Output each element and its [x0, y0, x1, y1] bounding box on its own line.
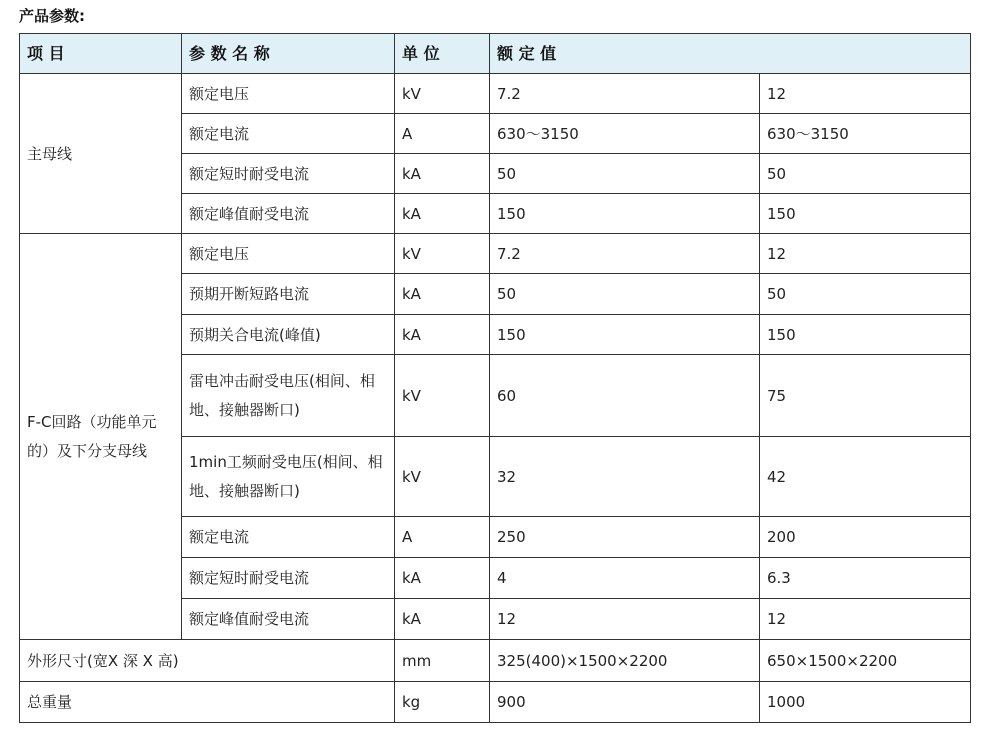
header-item: 项 目	[20, 34, 182, 74]
param-name: 1min工频耐受电压(相间、相地、接触器断口)	[182, 437, 395, 517]
param-name: 额定电流	[182, 114, 395, 154]
value-cell-1: 4	[490, 558, 760, 599]
unit-cell: kA	[395, 194, 490, 234]
value-cell-1: 630～3150	[490, 114, 760, 154]
value-cell-2: 50	[760, 274, 971, 315]
value-cell-2: 6.3	[760, 558, 971, 599]
param-name: 额定短时耐受电流	[182, 558, 395, 599]
table-header-row	[20, 34, 971, 74]
value-cell-2: 630～3150	[760, 114, 971, 154]
value-cell-2: 50	[760, 154, 971, 194]
unit-cell: kg	[395, 682, 490, 723]
unit-cell: A	[395, 114, 490, 154]
value-cell-2: 12	[760, 234, 971, 274]
total-weight-label: 总重量	[20, 682, 395, 723]
unit-cell: kV	[395, 74, 490, 114]
value-cell-1: 150	[490, 315, 760, 355]
unit-cell: kV	[395, 355, 490, 437]
value-cell-1: 50	[490, 274, 760, 315]
param-name: 额定电压	[182, 74, 395, 114]
param-name: 雷电冲击耐受电压(相间、相地、接触器断口)	[182, 355, 395, 437]
unit-cell: kV	[395, 234, 490, 274]
value-cell-1: 900	[490, 682, 760, 723]
product-params-table	[19, 33, 971, 723]
header-unit: 单 位	[395, 34, 490, 74]
value-cell-1: 60	[490, 355, 760, 437]
value-cell-1: 32	[490, 437, 760, 517]
value-cell-1: 12	[490, 599, 760, 640]
group-main-bus: 主母线	[20, 74, 182, 234]
group-fc-circuit: F-C回路（功能单元的）及下分支母线	[20, 234, 182, 640]
table-row	[20, 234, 971, 274]
value-cell-1: 150	[490, 194, 760, 234]
unit-cell: kA	[395, 315, 490, 355]
header-param-name: 参 数 名 称	[182, 34, 395, 74]
header-rated-value: 额 定 值	[490, 34, 971, 74]
value-cell-2: 150	[760, 315, 971, 355]
value-cell-2: 42	[760, 437, 971, 517]
param-name: 额定峰值耐受电流	[182, 194, 395, 234]
table-row	[20, 640, 971, 682]
param-name: 预期关合电流(峰值)	[182, 315, 395, 355]
unit-cell: kA	[395, 154, 490, 194]
value-cell-2: 12	[760, 599, 971, 640]
table-row	[20, 682, 971, 723]
param-name: 预期开断短路电流	[182, 274, 395, 315]
value-cell-1: 50	[490, 154, 760, 194]
value-cell-2: 75	[760, 355, 971, 437]
unit-cell: kV	[395, 437, 490, 517]
value-cell-2: 150	[760, 194, 971, 234]
param-name: 额定电流	[182, 517, 395, 558]
unit-cell: kA	[395, 558, 490, 599]
value-cell-1: 7.2	[490, 74, 760, 114]
value-cell-2: 1000	[760, 682, 971, 723]
value-cell-2: 200	[760, 517, 971, 558]
unit-cell: mm	[395, 640, 490, 682]
table-row	[20, 74, 971, 114]
param-name: 额定电压	[182, 234, 395, 274]
value-cell-1: 250	[490, 517, 760, 558]
value-cell-1: 7.2	[490, 234, 760, 274]
param-name: 额定短时耐受电流	[182, 154, 395, 194]
unit-cell: kA	[395, 274, 490, 315]
page-heading: 产品参数:	[19, 7, 85, 25]
param-name: 额定峰值耐受电流	[182, 599, 395, 640]
value-cell-2: 650×1500×2200	[760, 640, 971, 682]
value-cell-2: 12	[760, 74, 971, 114]
unit-cell: kA	[395, 599, 490, 640]
value-cell-1: 325(400)×1500×2200	[490, 640, 760, 682]
unit-cell: A	[395, 517, 490, 558]
dimensions-label: 外形尺寸(宽X 深 X 高)	[20, 640, 395, 682]
